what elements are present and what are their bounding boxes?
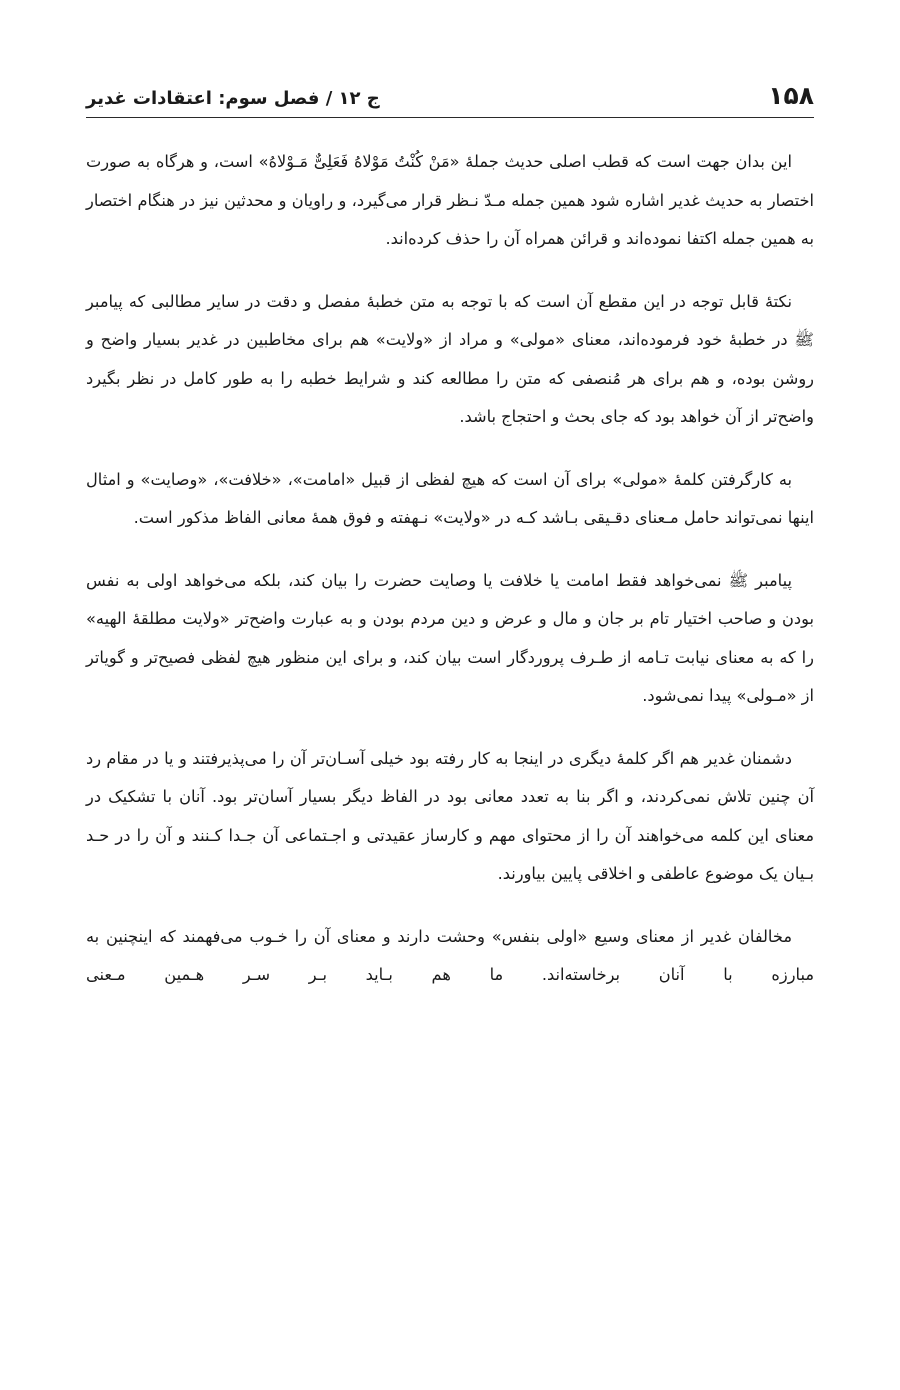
running-title: ج ۱۲ / فصل سوم: اعتقادات غدیر [86,88,380,109]
paragraph-3: به کارگرفتن کلمهٔ «مولی» برای آن است که هیچ لفظی از قبیل «امامت»، «خلافت»، «وصایت» و امثال اینها نمی‌تواند حامل مـعنای دقـیقی بـاشد کـه در «ولایت» نـهفته و فوق همهٔ معانی الفاظ مذکور است. [86,469,814,527]
paragraph-5: دشمنان غدیر هم اگر کلمهٔ دیگری در اینجا به کار رفته بود خیلی آسـان‌تر آن را می‌پذیرفتند و یا در مقام رد آن چنین تلاش نمی‌کردند، و اگر بنا به تعدد معانی بود در الفاظ دیگر بسیار آسان‌تر بود. آنان با تشکیک در معنای این کلمه می‌خواهند آن را از محتوای مهم و کارساز عقیدتی و اجـتماعی آن جـدا کـنند و آن را در حـد بـیان یک موضوع عاطفی و اخلاقی پایین بیاورند. [86,748,814,883]
paragraph-6: مخالفان غدیر از معنای وسیع «اولی بنفس» وحشت دارند و معنای آن را خـوب می‌فهمند که اینچنین به مبارزه با آنان برخاسته‌اند. ما هم بـاید بـر سـر هـمین مـعنی [86,926,814,984]
header-rule [86,117,814,118]
page-number: ۱۵۸ [768,81,814,110]
paragraph-4: پیامبر ﷺ نمی‌خواهد فقط امامت یا خلافت یا وصایت حضرت را بیان کند، بلکه می‌خواهد اولی به نفس بودن و صاحب اختیار تام بر جان و مال و عرض و دین مردم بودن و به عبارت واضح‌تر «ولایت مطلقهٔ الهیه» را که به معنای نیابت تـامه از طـرف پروردگار است بیان کند، و برای این منظور هیچ لفظی فصیح‌تر و گویاتر از «مـولی» پیدا نمی‌شود. [86,570,814,705]
body-text [86,143,814,1019]
paragraph-2: نکتهٔ قابل توجه در این مقطع آن است که با توجه به متن خطبهٔ مفصل و دقت در سایر مطالبی که پیامبر ﷺ در خطبهٔ خود فرموده‌اند، معنای «مولی» و مراد از «ولایت» هم برای مخاطبین در غدیر بسیار واضح و روشن بوده، و هم برای هر مُنصفی که متن را مطالعه کند و شرایط خطبه را به طور کامل در نظر بگیرد واضح‌تر از آن خواهد بود که جای بحث و احتجاج باشد. [86,291,814,426]
page-header [86,70,814,114]
paragraph-1: این بدان جهت است که قطب اصلی حدیث جملهٔ «مَنْ کُنْتُ مَوْلاهُ فَعَلِیٌّ مَـوْلاهُ» است، و هرگاه به صورت اختصار به حدیث غدیر اشاره شود همین جمله مـدّ نـظر قرار می‌گیرد، و راویان و محدثین نیز در هنگام اختصار به همین جمله اکتفا نموده‌اند و قرائن همراه آن را حذف کرده‌اند. [86,152,814,248]
